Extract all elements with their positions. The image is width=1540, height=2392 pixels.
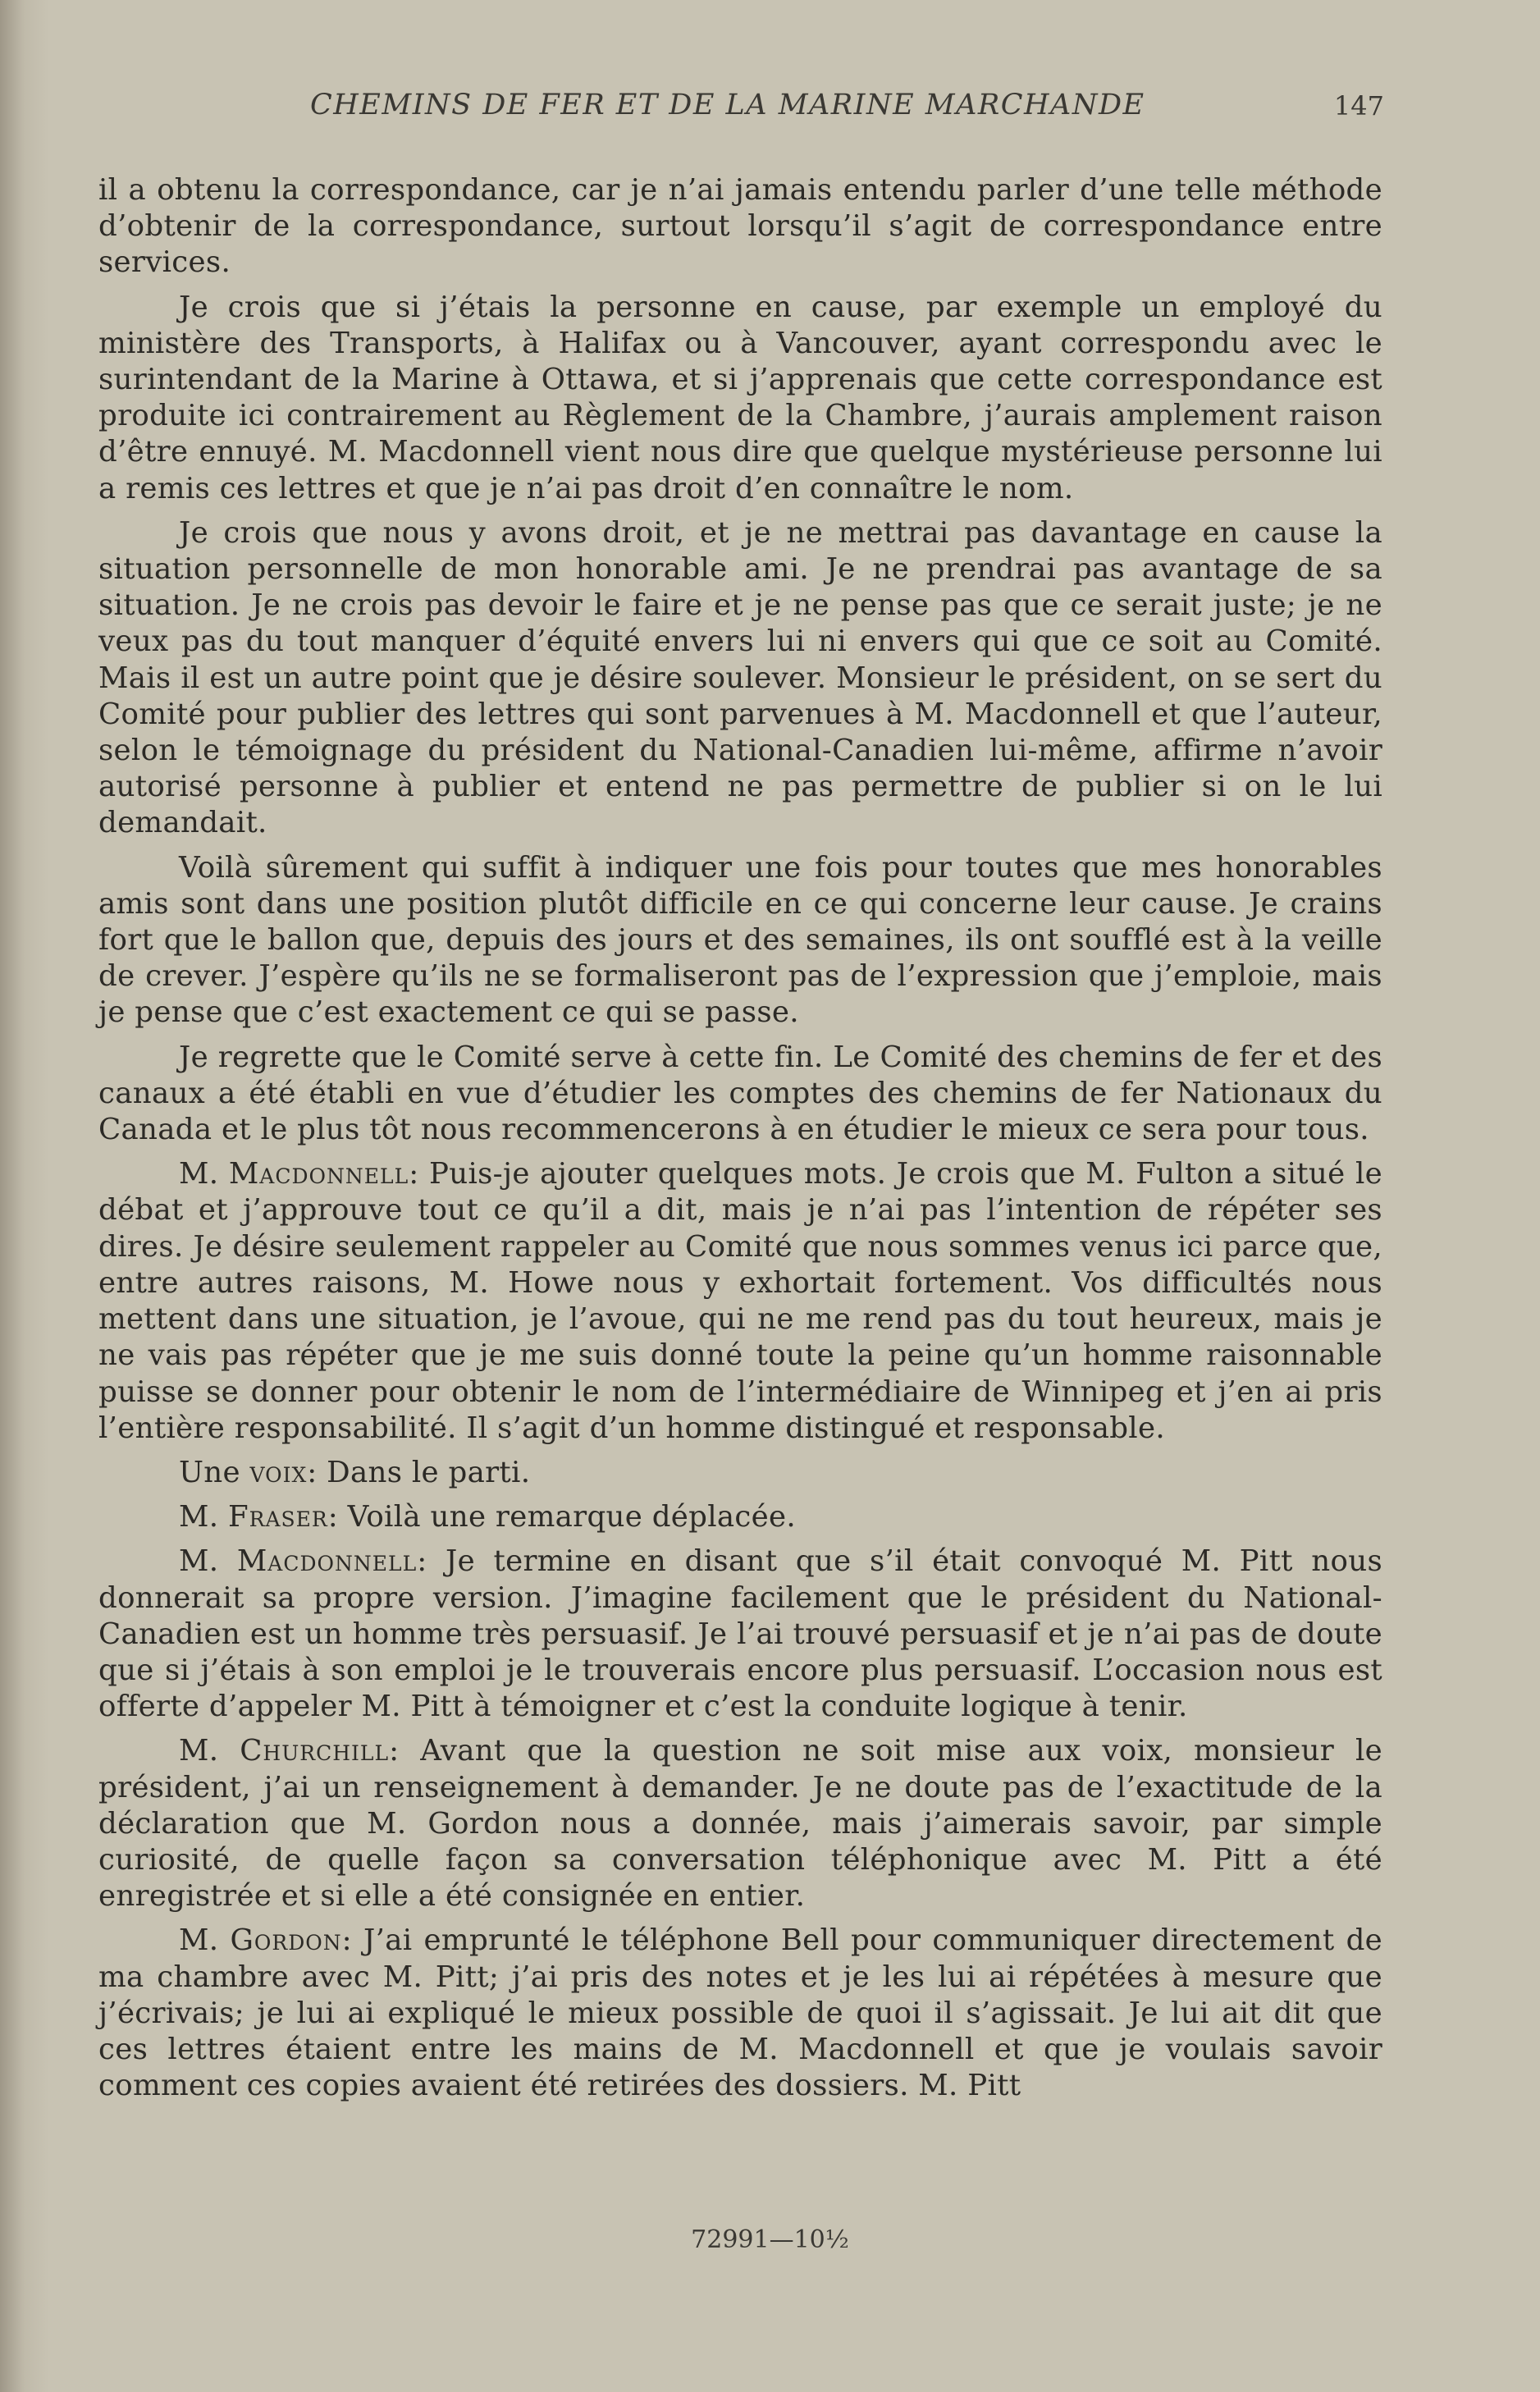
- speaker-name: Fraser: [227, 1500, 328, 1534]
- paragraph: Je regrette que le Comité serve à cette fin. Le Comité des chemins de fer et des canaux a été établi en vue d’étudier les comptes des chemins de fer Nationaux du Canada et le plus tôt nous recommencerons à en étudier le mieux ce sera pour tous.: [98, 1040, 1382, 1147]
- paragraph: Je crois que si j’étais la personne en cause, par exemple un employé du ministère des Transports, à Halifax ou à Vancouver, ayant correspondu avec le surintendant de la Marine à Ottawa, et si j’apprenais que cette correspondance est produite ici contrairement au Règlement de la Chambre, j’aurais amplement raison d’être ennuyé. M. Macdonnell vient nous dire que quelque mystérieuse personne lui a remis ces lettres et que je n’ai pas droit d’en connaître le nom.: [98, 290, 1382, 505]
- print-code: 72991—10½: [691, 2225, 849, 2254]
- speaker-name: Churchill: [240, 1734, 390, 1768]
- speaker-name: Macdonnell: [228, 1157, 409, 1191]
- paragraph: Voilà sûrement qui suffit à indiquer une fois pour toutes que mes honorables amis sont dans une position plutôt difficile en ce qui concerne leur cause. Je crains fort que le ballon que, depuis des jours et des semaines, ils ont soufflé est à la veille de crever. J’espère qu’ils ne se formaliseront pas de l’expression que j’emploie, mais je pense que c’est exactement ce qui se passe.: [98, 850, 1382, 1030]
- running-title: CHEMINS DE FER ET DE LA MARINE MARCHANDE: [310, 89, 1145, 121]
- speaker-name: Macdonnell: [236, 1544, 418, 1579]
- speech-paragraph: Une voix: Dans le parti.: [179, 1455, 531, 1489]
- page-number: 147: [1333, 90, 1384, 121]
- speech-paragraph: M. Macdonnell: Puis-je ajouter quelques mots. Je crois que M. Fulton a situé le débat et j’approuve tout ce qu’il a dit, mais je n’ai pas l’intention de répéter ses dires. Je désire seulement rappeler au Comité que nous sommes venus ici parce que, entre autres raisons, M. Howe nous y exhortait fortement. Vos difficultés nous mettent dans une situation, je l’avoue, qui ne me rend pas du tout heureux, mais je ne vais pas répéter que je me suis donné toute la peine qu’un homme raisonnable puisse se donner pour obtenir le nom de l’intermédiaire de Winnipeg et j’en ai pris l’entière responsabilité. Il s’agit d’un homme distingué et responsable.: [98, 1157, 1382, 1445]
- speech-paragraph: M. Churchill: Avant que la question ne soit mise aux voix, monsieur le président, j’ai un renseignement à demander. Je ne doute pas de l’exactitude de la déclaration que M. Gordon nous a donnée, mais j’aimerais savoir, par simple curiosité, de quelle façon sa conversation téléphonique avec M. Pitt a été enregistrée et si elle a été consignée en entier.: [98, 1734, 1382, 1914]
- paragraph: Je crois que nous y avons droit, et je ne mettrai pas davantage en cause la situation personnelle de mon honorable ami. Je ne prendrai pas avantage de sa situation. Je ne crois pas devoir le faire et je ne pense pas que ce serait juste; je ne veux pas du tout manquer d’équité envers lui ni envers qui que ce soit au Comité. Mais il est un autre point que je désire soulever. Monsieur le président, on se sert du Comité pour publier des lettres qui sont parvenues à M. Macdonnell et que l’auteur, selon le témoignage du président du National-Canadien lui-même, affirme n’avoir autorisé personne à publier et entend ne pas permettre de publier si on le lui demandait.: [98, 515, 1382, 840]
- speech-paragraph: M. Macdonnell: Je termine en disant que s’il était convoqué M. Pitt nous donnerait sa propre version. J’imagine facilement que le président du National-Canadien est un homme très persuasif. Je l’ai trouvé persuasif et je n’ai pas de doute que si j’étais à son emploi je le trouverais encore plus persuasif. L’occasion nous est offerte d’appeler M. Pitt à témoigner et c’est la conduite logique à tenir.: [98, 1544, 1383, 1724]
- page-footer: [0, 2225, 1540, 2254]
- speaker-name: Gordon: [230, 1923, 342, 1958]
- page-header: [310, 89, 1384, 130]
- speaker-name: voix: [249, 1455, 308, 1489]
- speech-paragraph: M. Fraser: Voilà une remarque déplacée.: [179, 1500, 796, 1534]
- paragraph: il a obtenu la correspondance, car je n’ai jamais entendu parler d’une telle méthode d’obtenir de la correspondance, surtout lorsqu’il s’agit de correspondance entre services.: [98, 173, 1382, 280]
- body-text: [98, 172, 1382, 2112]
- speech-paragraph: M. Gordon: J’ai emprunté le téléphone Bell pour communiquer directement de ma chambre avec M. Pitt; j’ai pris des notes et je les lui ai répétées à mesure que j’écrivais; je lui ai expliqué le mieux possible de quoi il s’agissait. Je lui ait dit que ces lettres étaient entre les mains de M. Macdonnell et que je voulais savoir comment ces copies avaient été retirées des dossiers. M. Pitt: [98, 1923, 1382, 2103]
